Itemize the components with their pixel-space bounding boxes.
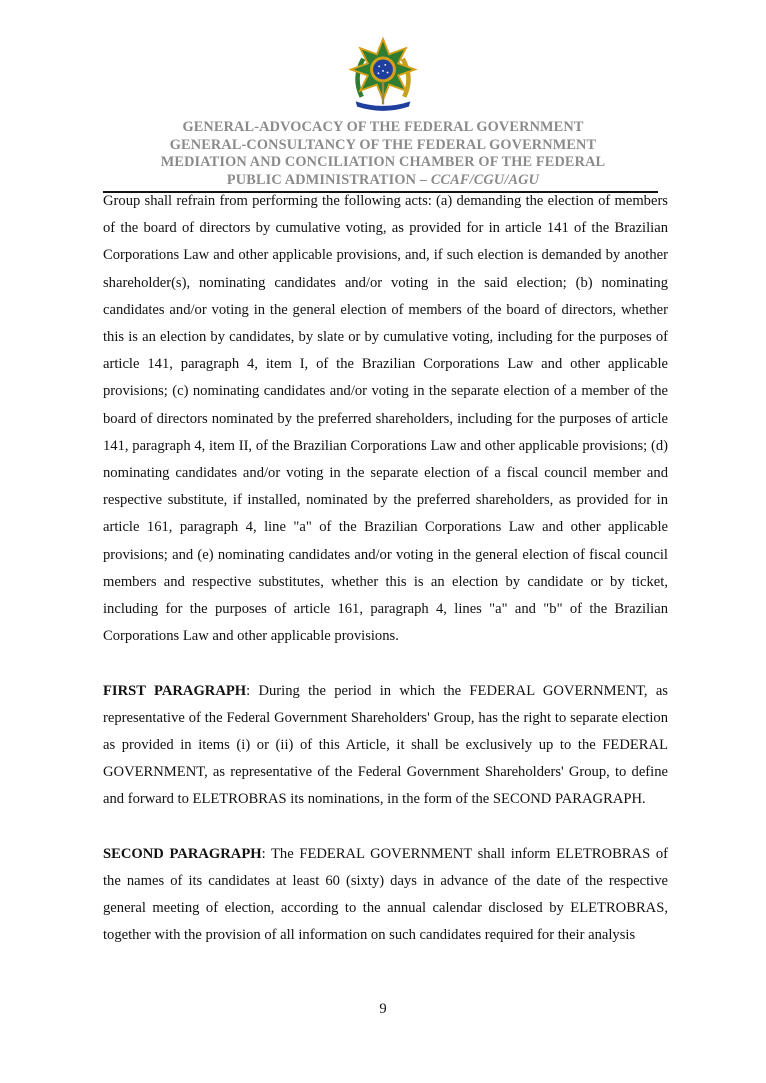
first-paragraph-text: : During the period in which the FEDERAL GOVERNMENT, as representative of the Federal Government Shareholders' Group, has the right to separate election as provided in items (i) or (ii) of this Article, it shall be exclusively up to the FEDERAL GOVERNMENT, as representative of the Federal Government Shareholders' Group, to define and forward to ELETROBRAS its nominations, in the form of the SECOND PARAGRAPH. (103, 682, 668, 808)
header-abbreviation: CCAF/CGU/AGU (430, 171, 540, 188)
header-line-3: MEDIATION AND CONCILIATION CHAMBER OF THE FEDERAL (160, 154, 606, 171)
second-paragraph (103, 841, 668, 950)
document-header (0, 119, 766, 189)
header-line-1: GENERAL-ADVOCACY OF THE FEDERAL GOVERNMENT (182, 119, 584, 135)
second-paragraph-heading: SECOND PARAGRAPH (103, 845, 262, 862)
header-line-4-prefix: PUBLIC ADMINISTRATION – (226, 171, 431, 188)
brazil-coat-of-arms-icon (345, 36, 421, 112)
header-line-4 (0, 172, 766, 190)
document-body (103, 188, 668, 950)
first-paragraph-heading: FIRST PARAGRAPH (103, 682, 247, 699)
body-paragraph-continued: Group shall refrain from performing the following acts: (a) demanding the election of members of the board of directors by cumulative voting, as provided for in article 141 of the Brazilian Corporations Law and other applicable provisions, and, if such election is demanded by another shareholder(s), nominating candidates and/or voting in the said election; (b) nominating candidates and/or voting in the general election of members of the board of directors, whether this is an election by candidates, by slate or by cumulative voting, including for the purposes of article 141, paragraph 4, item I, of the Brazilian Corporations Law and other applicable provisions; (c) nominating candidates and/or voting in the separate election of a member of the board of directors nominated by the preferred shareholders, including for the purposes of article 141, paragraph 4, item II, of the Brazilian Corporations Law and other applicable provisions; (d) nominating candidates and/or voting in the separate election of a fiscal council member and respective substitute, if installed, nominated by the preferred shareholders, as provided for in article 161, paragraph 4, line "a" of the Brazilian Corporations Law and other applicable provisions; and (e) nominating candidates and/or voting in the general election of fiscal council members and respective substitutes, whether this is an election by candidate or by ticket, including for the purposes of article 161, paragraph 4, lines "a" and "b" of the Brazilian Corporations Law and other applicable provisions. (103, 193, 668, 645)
first-paragraph (103, 678, 668, 814)
second-paragraph-text: : The FEDERAL GOVERNMENT shall inform ELETROBRAS of the names of its candidates at least 60 (sixty) days in advance of the date of the respective general meeting of election, according to the annual calendar disclosed by ELETROBRAS, together with the provision of all information on such candidates required for their analysis (103, 845, 668, 944)
page-number: 9 (379, 1001, 387, 1017)
header-line-2: GENERAL-CONSULTANCY OF THE FEDERAL GOVERNMENT (169, 136, 597, 153)
